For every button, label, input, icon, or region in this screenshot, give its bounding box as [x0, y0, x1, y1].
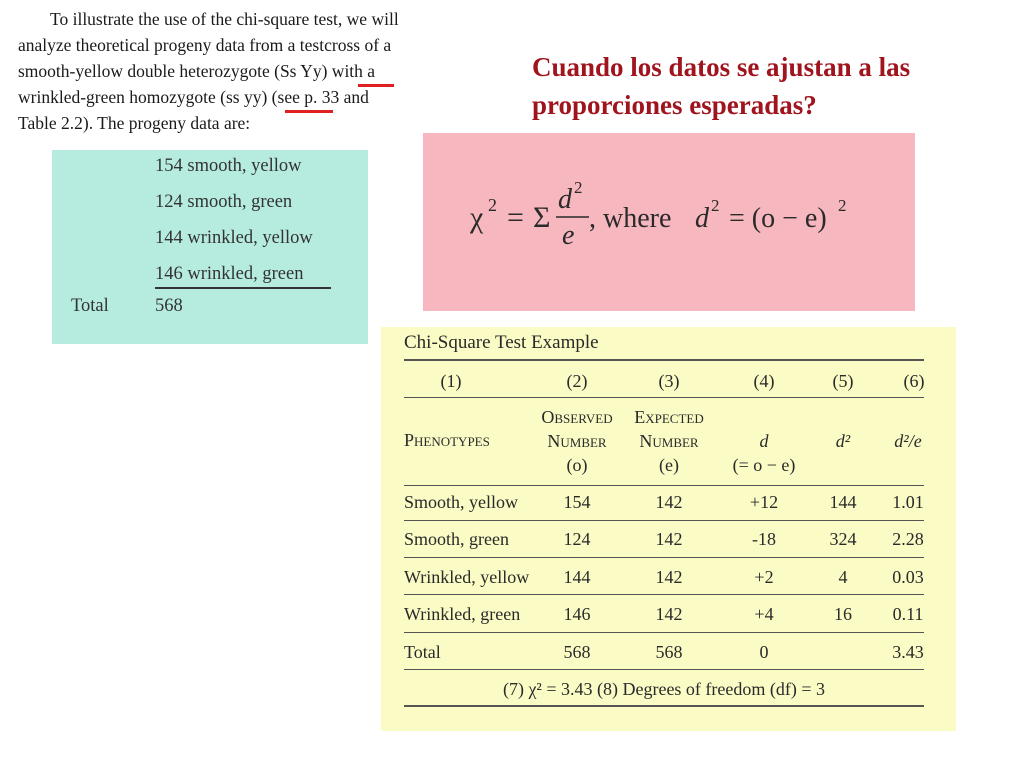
intro-line: smooth-yellow double heterozygote (Ss Yy) with a [18, 61, 376, 81]
d-cell: +12 [749, 492, 779, 512]
phenotype-cell: Wrinkled, green [404, 604, 521, 624]
header-d: d [759, 431, 769, 451]
table-rule [404, 594, 924, 595]
progeny-row: 146 wrinkled, green [155, 264, 304, 284]
expected-cell: 568 [655, 642, 683, 662]
header-d-squared-over-e: d²/e [894, 431, 922, 451]
formula-exponent: 2 [488, 195, 497, 215]
column-number: (4) [753, 371, 775, 391]
d-squared-cell: 144 [829, 492, 857, 512]
formula-chi: χ [470, 201, 484, 234]
d-cell: +4 [754, 604, 774, 624]
phenotype-cell: Smooth, green [404, 529, 509, 549]
table-rule [404, 485, 924, 486]
chi-square-formula [423, 133, 915, 311]
red-underline-mark [285, 110, 333, 113]
chi-square-table [381, 327, 956, 731]
intro-text [0, 6, 500, 136]
table-title: Chi-Square Test Example [404, 332, 599, 353]
column-number: (2) [566, 371, 588, 391]
table-rule [404, 359, 924, 361]
observed-cell: 568 [563, 642, 591, 662]
formula-numerator-exponent: 2 [574, 178, 583, 197]
question-line-2: proporciones esperadas? [532, 90, 817, 120]
observed-cell: 144 [563, 567, 591, 587]
d-squared-over-e-cell: 1.01 [892, 492, 924, 512]
header-expected: Number [639, 431, 699, 451]
header-observed: Observed [541, 407, 613, 427]
formula-rhs: = (o − e) [729, 203, 827, 234]
header-phenotypes: Phenotypes [404, 430, 490, 450]
progeny-total-label: Total [71, 296, 109, 316]
question-line-1: Cuando los datos se ajustan a las [532, 52, 911, 82]
table-rule [404, 397, 924, 398]
observed-cell: 146 [563, 604, 591, 624]
table-rule [404, 669, 924, 670]
header-d-squared: d² [835, 431, 851, 451]
header-expected: Expected [634, 407, 704, 427]
column-number: (1) [440, 371, 462, 391]
d-squared-over-e-cell: 2.28 [892, 529, 924, 549]
chi-square-formula-box [423, 133, 915, 311]
header-observed: Number [547, 431, 607, 451]
formula-sigma: Σ [533, 201, 551, 234]
red-underline-mark [358, 84, 394, 87]
header-d: (= o − e) [732, 455, 796, 475]
phenotype-cell: Wrinkled, yellow [404, 567, 530, 587]
intro-line: analyze theoretical progeny data from a testcross of a [18, 35, 392, 55]
table-rule [404, 705, 924, 707]
formula-numerator: d [558, 184, 572, 215]
expected-cell: 142 [655, 492, 683, 512]
progeny-data-box [52, 150, 368, 344]
question-heading [532, 48, 1022, 124]
phenotype-cell: Smooth, yellow [404, 492, 519, 512]
d-squared-over-e-cell: 3.43 [892, 642, 924, 662]
observed-cell: 124 [563, 529, 591, 549]
d-cell: 0 [759, 642, 769, 662]
d-squared-cell: 4 [838, 567, 848, 587]
intro-line: wrinkled-green homozygote (ss yy) (see p. 33 and [18, 87, 369, 107]
d-cell: -18 [752, 529, 776, 549]
progeny-row: 124 smooth, green [155, 192, 293, 212]
observed-cell: 154 [563, 492, 591, 512]
formula-denominator: e [562, 220, 575, 251]
table-footer: (7) χ² = 3.43 (8) Degrees of freedom (df) = 3 [502, 679, 826, 699]
intro-line: To illustrate the use of the chi-square test, we will [50, 9, 399, 29]
d-squared-cell: 324 [829, 529, 857, 549]
table-rule [404, 520, 924, 521]
column-number: (6) [903, 371, 925, 391]
sum-divider [155, 287, 331, 289]
d-squared-cell: 16 [834, 604, 852, 624]
header-expected: (e) [659, 455, 679, 475]
d-squared-over-e-cell: 0.11 [892, 604, 924, 624]
d-squared-over-e-cell: 0.03 [892, 567, 924, 587]
d-cell: +2 [754, 567, 774, 587]
intro-line: Table 2.2). The progeny data are: [18, 113, 251, 133]
column-number: (3) [658, 371, 680, 391]
table-rule [404, 632, 924, 633]
progeny-row: 144 wrinkled, yellow [155, 228, 313, 248]
formula-rhs-exponent: 2 [838, 196, 847, 215]
phenotype-cell: Total [404, 642, 441, 662]
progeny-row: 154 smooth, yellow [155, 156, 302, 176]
formula-equals: = [507, 201, 524, 234]
expected-cell: 142 [655, 567, 683, 587]
table-rule [404, 557, 924, 558]
formula-d: d [695, 203, 709, 234]
formula-d-exponent: 2 [711, 196, 720, 215]
header-observed: (o) [566, 455, 588, 475]
formula-where: , where [589, 203, 672, 234]
progeny-total-value: 568 [155, 296, 183, 316]
column-number: (5) [832, 371, 854, 391]
expected-cell: 142 [655, 529, 683, 549]
expected-cell: 142 [655, 604, 683, 624]
